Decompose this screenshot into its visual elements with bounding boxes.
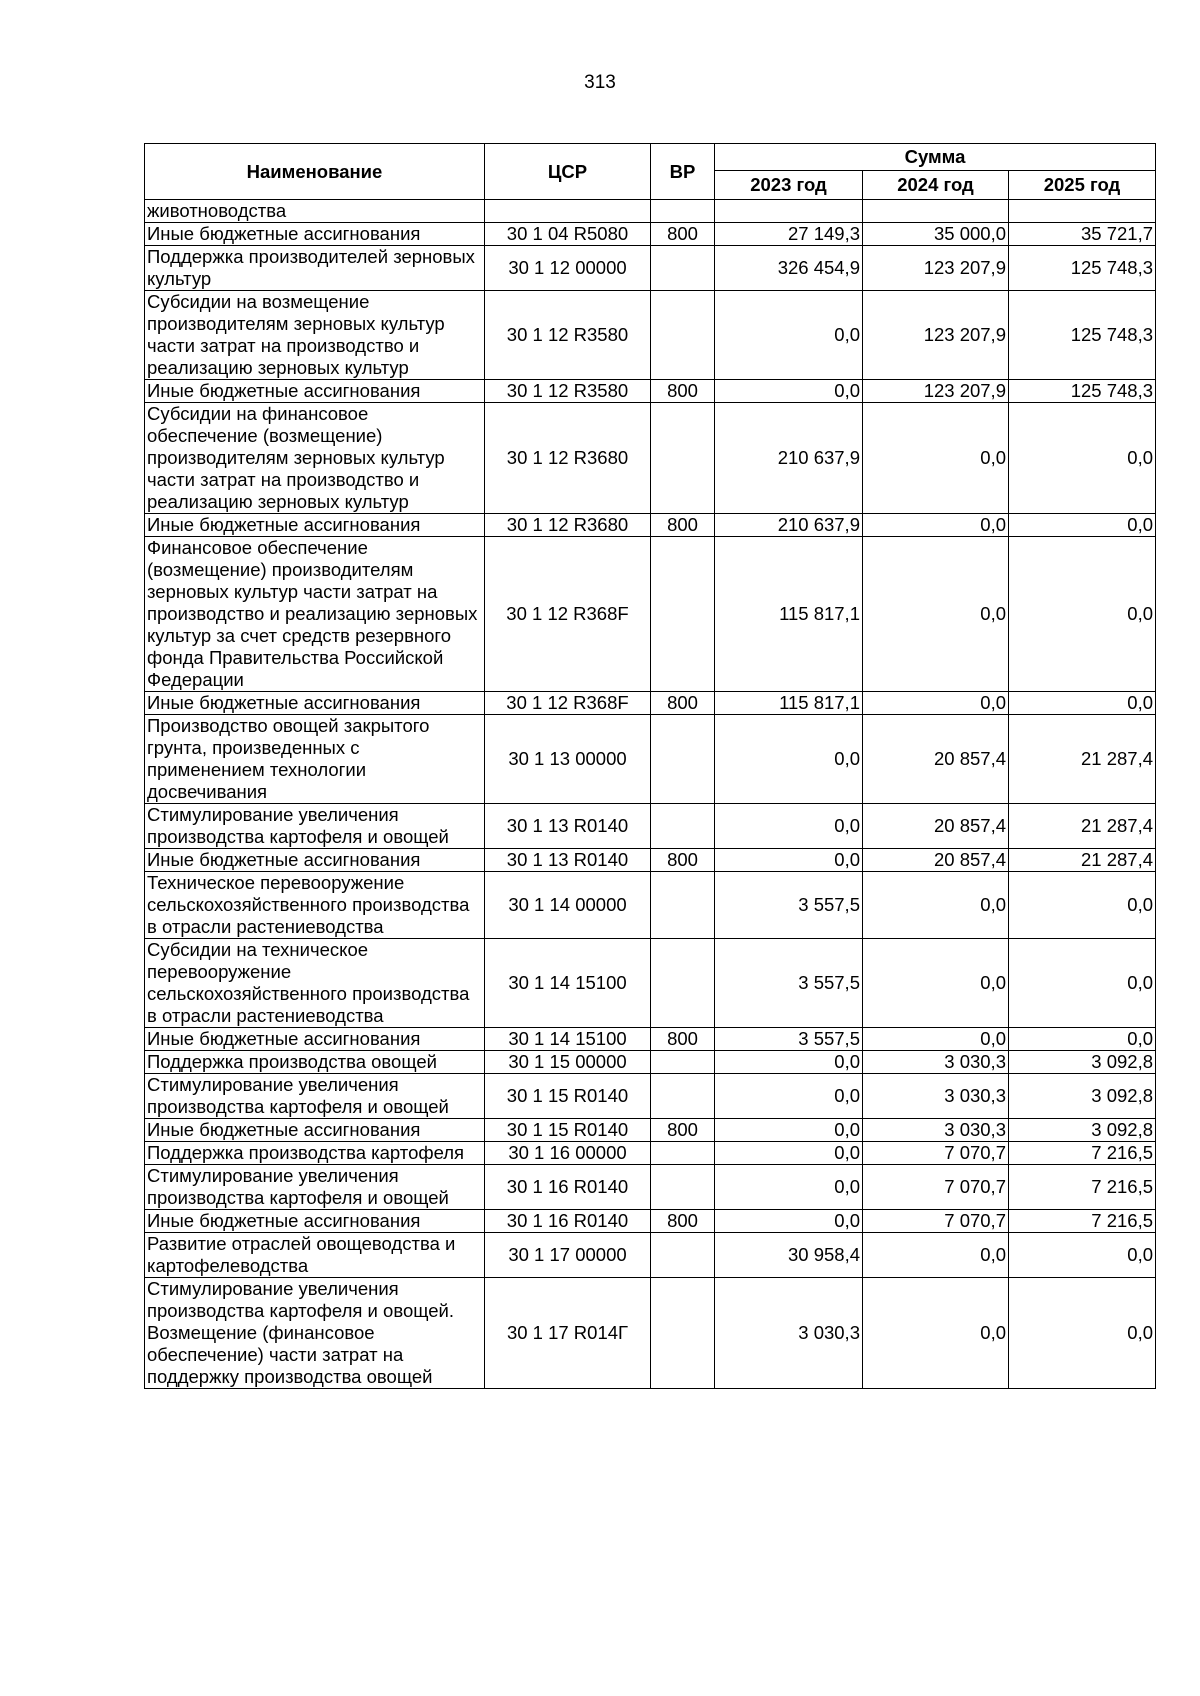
cell-2025: 3 092,8 [1009,1051,1156,1074]
cell-2024: 0,0 [863,692,1009,715]
table-row [145,200,1156,223]
cell-2023: 0,0 [715,804,863,849]
column-header-2023: 2023 год [715,171,863,200]
table-row [145,291,1156,380]
cell-2024: 3 030,3 [863,1051,1009,1074]
cell-vr [651,537,715,692]
cell-2025: 0,0 [1009,692,1156,715]
table-row [145,804,1156,849]
cell-name: Иные бюджетные ассигнования [145,1210,485,1233]
cell-vr: 800 [651,514,715,537]
cell-2025: 7 216,5 [1009,1165,1156,1210]
cell-2024 [863,200,1009,223]
table-row [145,1142,1156,1165]
cell-vr [651,872,715,939]
cell-name: Развитие отраслей овощеводства и картофелеводства [145,1233,485,1278]
cell-2023: 326 454,9 [715,246,863,291]
cell-2023: 3 557,5 [715,1028,863,1051]
cell-csr: 30 1 15 R0140 [485,1074,651,1119]
cell-2023: 27 149,3 [715,223,863,246]
cell-vr [651,1165,715,1210]
cell-vr [651,246,715,291]
column-header-name: Наименование [145,144,485,200]
cell-name: Иные бюджетные ассигнования [145,1028,485,1051]
cell-2023: 3 557,5 [715,939,863,1028]
cell-2024: 20 857,4 [863,849,1009,872]
cell-csr: 30 1 16 R0140 [485,1165,651,1210]
cell-2023: 0,0 [715,1165,863,1210]
cell-2025: 125 748,3 [1009,291,1156,380]
cell-name: Поддержка производителей зерновых культур [145,246,485,291]
cell-2023: 115 817,1 [715,537,863,692]
cell-2024: 7 070,7 [863,1210,1009,1233]
cell-name: Финансовое обеспечение (возмещение) производителям зерновых культур части затрат на производство и реализацию зерновых культур за счет средств резервного фонда Правительства Российской Федерации [145,537,485,692]
table-row [145,537,1156,692]
column-header-sum: Сумма [715,144,1156,171]
cell-2024: 0,0 [863,939,1009,1028]
cell-2024: 0,0 [863,514,1009,537]
cell-2025: 3 092,8 [1009,1074,1156,1119]
cell-2025: 0,0 [1009,1278,1156,1389]
cell-2023: 0,0 [715,1142,863,1165]
cell-csr: 30 1 12 R368F [485,537,651,692]
table-row [145,246,1156,291]
cell-csr: 30 1 16 00000 [485,1142,651,1165]
cell-2023: 210 637,9 [715,403,863,514]
cell-csr: 30 1 12 R3580 [485,291,651,380]
table-row [145,939,1156,1028]
table-row [145,223,1156,246]
cell-vr: 800 [651,1028,715,1051]
table-row [145,1028,1156,1051]
cell-vr [651,939,715,1028]
table-row [145,849,1156,872]
cell-2023: 0,0 [715,849,863,872]
cell-name: Техническое перевооружение сельскохозяйственного производства в отрасли растениеводства [145,872,485,939]
cell-2025: 21 287,4 [1009,804,1156,849]
cell-2025: 7 216,5 [1009,1210,1156,1233]
cell-csr: 30 1 13 R0140 [485,849,651,872]
cell-name: Иные бюджетные ассигнования [145,1119,485,1142]
column-header-2025: 2025 год [1009,171,1156,200]
table-body [145,200,1156,1389]
cell-vr [651,804,715,849]
page-number: 313 [584,72,616,93]
cell-2024: 3 030,3 [863,1074,1009,1119]
cell-2024: 123 207,9 [863,291,1009,380]
cell-2023: 3 030,3 [715,1278,863,1389]
table-row [145,1278,1156,1389]
table-row [145,692,1156,715]
cell-vr [651,1074,715,1119]
cell-2025: 0,0 [1009,514,1156,537]
cell-2024: 3 030,3 [863,1119,1009,1142]
cell-2025: 21 287,4 [1009,715,1156,804]
cell-name: Иные бюджетные ассигнования [145,223,485,246]
cell-name: Стимулирование увеличения производства картофеля и овощей. Возмещение (финансовое обеспечение) части затрат на поддержку производства овощей [145,1278,485,1389]
cell-csr: 30 1 13 R0140 [485,804,651,849]
table-row [145,1210,1156,1233]
cell-vr [651,1278,715,1389]
cell-2023: 0,0 [715,380,863,403]
cell-name: Стимулирование увеличения производства картофеля и овощей [145,1074,485,1119]
cell-name: Иные бюджетные ассигнования [145,692,485,715]
cell-vr [651,1051,715,1074]
cell-vr [651,403,715,514]
cell-2023: 0,0 [715,1074,863,1119]
cell-2023: 3 557,5 [715,872,863,939]
cell-csr: 30 1 12 R3680 [485,403,651,514]
column-header-vr: ВР [651,144,715,200]
column-header-2024: 2024 год [863,171,1009,200]
cell-2023 [715,200,863,223]
cell-2024: 0,0 [863,1233,1009,1278]
table-row [145,715,1156,804]
cell-2025: 0,0 [1009,537,1156,692]
cell-name: Субсидии на техническое перевооружение сельскохозяйственного производства в отрасли растениеводства [145,939,485,1028]
cell-csr: 30 1 14 15100 [485,939,651,1028]
cell-csr: 30 1 12 R3680 [485,514,651,537]
cell-2023: 0,0 [715,1119,863,1142]
cell-csr: 30 1 16 R0140 [485,1210,651,1233]
cell-2024: 20 857,4 [863,804,1009,849]
budget-table [144,143,1156,1389]
cell-2024: 20 857,4 [863,715,1009,804]
cell-vr: 800 [651,692,715,715]
cell-2025: 35 721,7 [1009,223,1156,246]
cell-csr: 30 1 15 00000 [485,1051,651,1074]
cell-2023: 210 637,9 [715,514,863,537]
cell-2023: 0,0 [715,291,863,380]
cell-name: Поддержка производства картофеля [145,1142,485,1165]
cell-2025: 125 748,3 [1009,380,1156,403]
cell-name: Стимулирование увеличения производства картофеля и овощей [145,804,485,849]
cell-vr: 800 [651,223,715,246]
cell-2023: 0,0 [715,1210,863,1233]
cell-vr: 800 [651,1210,715,1233]
table-row [145,1074,1156,1119]
cell-csr: 30 1 17 00000 [485,1233,651,1278]
column-header-csr: ЦСР [485,144,651,200]
cell-csr: 30 1 14 00000 [485,872,651,939]
cell-vr [651,291,715,380]
cell-2023: 0,0 [715,1051,863,1074]
cell-csr: 30 1 13 00000 [485,715,651,804]
cell-2023: 115 817,1 [715,692,863,715]
cell-name: Поддержка производства овощей [145,1051,485,1074]
cell-2025: 3 092,8 [1009,1119,1156,1142]
cell-csr: 30 1 15 R0140 [485,1119,651,1142]
cell-2023: 0,0 [715,715,863,804]
cell-vr [651,200,715,223]
table-row [145,1051,1156,1074]
cell-name: Субсидии на возмещение производителям зерновых культур части затрат на производство и реализацию зерновых культур [145,291,485,380]
cell-2025: 0,0 [1009,939,1156,1028]
cell-2025 [1009,200,1156,223]
cell-2024: 0,0 [863,1028,1009,1051]
table-row [145,1119,1156,1142]
cell-name: Стимулирование увеличения производства картофеля и овощей [145,1165,485,1210]
cell-vr: 800 [651,849,715,872]
cell-2025: 21 287,4 [1009,849,1156,872]
cell-2024: 0,0 [863,537,1009,692]
cell-name: животноводства [145,200,485,223]
cell-2025: 0,0 [1009,1028,1156,1051]
table-row [145,872,1156,939]
cell-csr: 30 1 12 00000 [485,246,651,291]
cell-csr: 30 1 14 15100 [485,1028,651,1051]
cell-2024: 123 207,9 [863,246,1009,291]
cell-2025: 7 216,5 [1009,1142,1156,1165]
cell-csr: 30 1 04 R5080 [485,223,651,246]
table-row [145,403,1156,514]
cell-name: Иные бюджетные ассигнования [145,849,485,872]
header-row [145,144,1156,171]
cell-2025: 125 748,3 [1009,246,1156,291]
cell-csr [485,200,651,223]
cell-vr [651,1142,715,1165]
table-row [145,514,1156,537]
cell-name: Иные бюджетные ассигнования [145,514,485,537]
cell-2025: 0,0 [1009,872,1156,939]
cell-name: Производство овощей закрытого грунта, произведенных с применением технологии досвечивания [145,715,485,804]
cell-vr: 800 [651,1119,715,1142]
cell-vr: 800 [651,380,715,403]
cell-2025: 0,0 [1009,1233,1156,1278]
cell-2024: 7 070,7 [863,1142,1009,1165]
cell-vr [651,1233,715,1278]
cell-2024: 35 000,0 [863,223,1009,246]
cell-name: Субсидии на финансовое обеспечение (возмещение) производителям зерновых культур части затрат на производство и реализацию зерновых культур [145,403,485,514]
cell-2023: 30 958,4 [715,1233,863,1278]
cell-2024: 0,0 [863,1278,1009,1389]
cell-2025: 0,0 [1009,403,1156,514]
table-row [145,380,1156,403]
cell-2024: 7 070,7 [863,1165,1009,1210]
cell-csr: 30 1 17 R014Г [485,1278,651,1389]
cell-vr [651,715,715,804]
table-row [145,1233,1156,1278]
cell-csr: 30 1 12 R368F [485,692,651,715]
cell-2024: 123 207,9 [863,380,1009,403]
cell-csr: 30 1 12 R3580 [485,380,651,403]
cell-name: Иные бюджетные ассигнования [145,380,485,403]
cell-2024: 0,0 [863,403,1009,514]
table-row [145,1165,1156,1210]
cell-2024: 0,0 [863,872,1009,939]
